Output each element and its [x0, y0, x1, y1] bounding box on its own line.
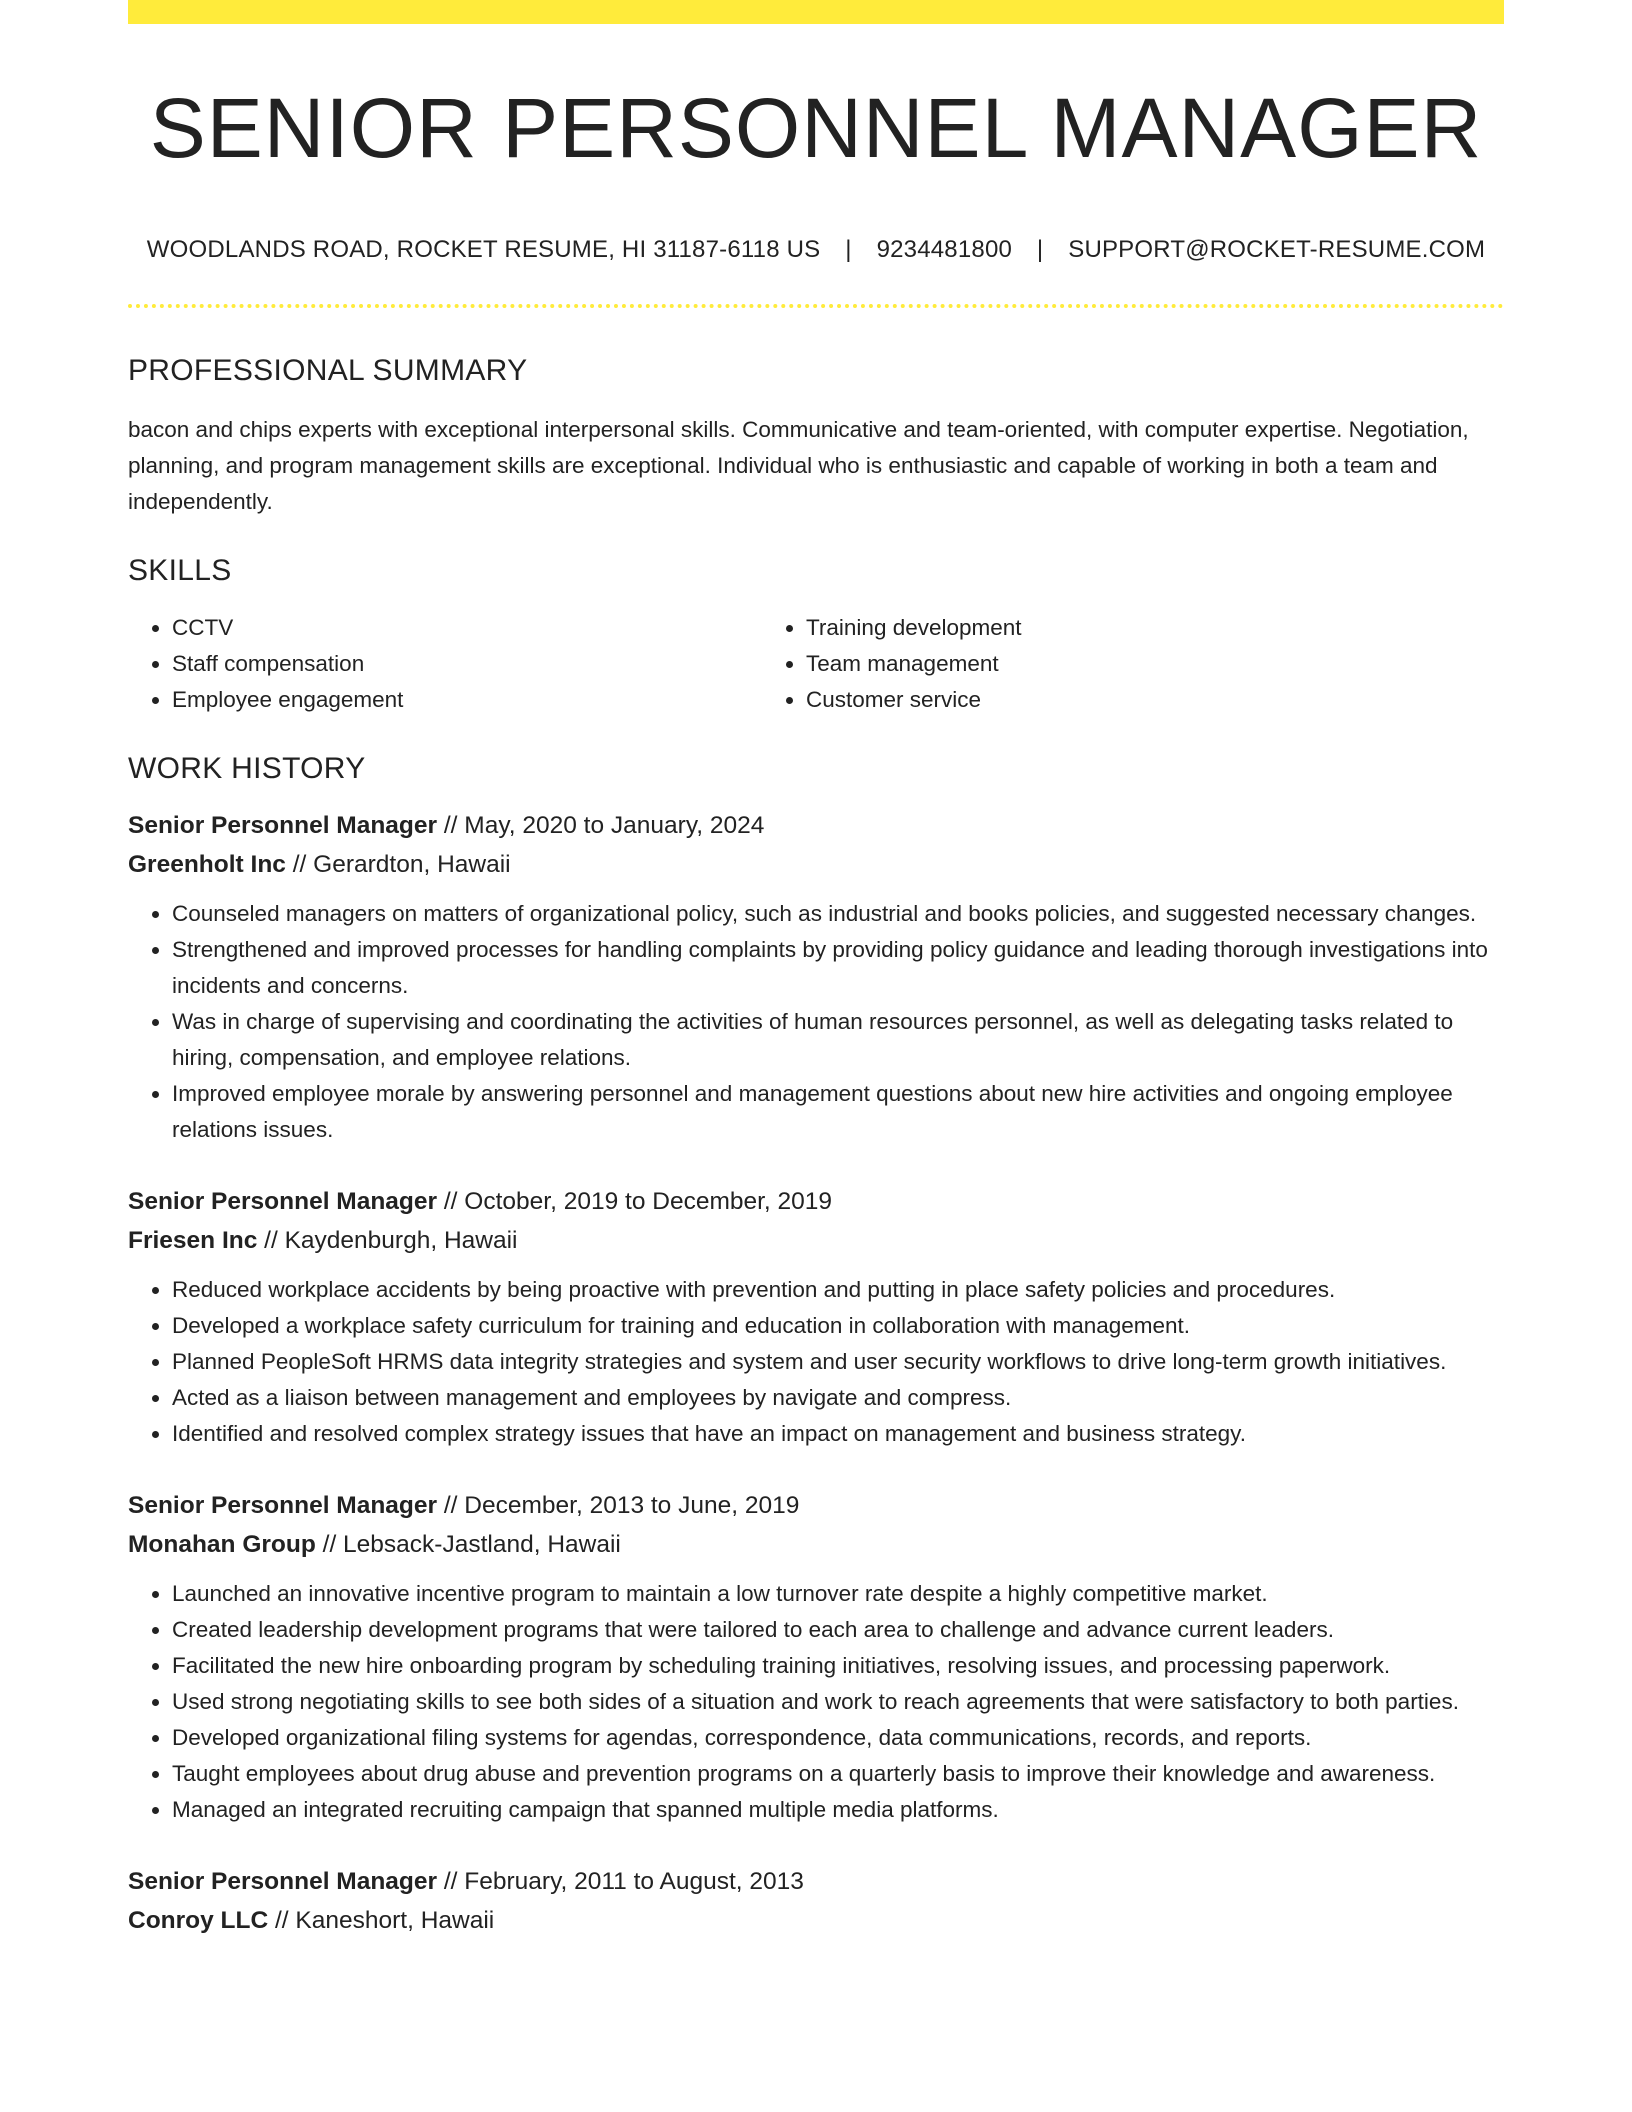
skill-item: • Customer service	[806, 682, 1504, 718]
job-company: Friesen Inc	[128, 1227, 258, 1254]
job-dates: // October, 2019 to December, 2019	[437, 1188, 833, 1215]
job-role: Senior Personnel Manager	[128, 1492, 438, 1519]
skills-list	[128, 610, 1504, 718]
job-bullet: • Taught employees about drug abuse and prevention programs on a quarterly basis to improve their knowledge and awareness.	[172, 1756, 1504, 1792]
job-title-line	[128, 1486, 1504, 1525]
contact-address: WOODLANDS ROAD, ROCKET RESUME, HI 31187-6118 US	[146, 236, 821, 263]
job-entry	[128, 1182, 1504, 1452]
accent-top-bar	[128, 0, 1504, 24]
job-bullet: • Counseled managers on matters of organizational policy, such as industrial and books policies, and suggested necessary changes.	[172, 896, 1504, 932]
skills-column-right	[762, 610, 1504, 718]
job-bullet: • Was in charge of supervising and coordinating the activities of human resources personnel, as well as delegating tasks related to hiring, compensation, and employee relations.	[172, 1004, 1504, 1076]
skill-item: • Team management	[806, 646, 1504, 682]
work-history-heading: WORK HISTORY	[128, 752, 366, 785]
job-title-line	[128, 806, 1504, 845]
skill-item: • Employee engagement	[172, 682, 762, 718]
job-company: Monahan Group	[128, 1531, 316, 1558]
job-dates: // December, 2013 to June, 2019	[437, 1492, 800, 1519]
job-company-line	[128, 1901, 1504, 1940]
dotted-divider	[128, 304, 1504, 308]
job-bullet: • Managed an integrated recruiting campaign that spanned multiple media platforms.	[172, 1792, 1504, 1828]
job-location: // Lebsack-Jastland, Hawaii	[315, 1531, 621, 1558]
job-bullet: • Facilitated the new hire onboarding program by scheduling training initiatives, resolving issues, and processing paperwork.	[172, 1648, 1504, 1684]
job-dates: // May, 2020 to January, 2024	[437, 812, 765, 839]
job-company: Conroy LLC	[128, 1907, 269, 1934]
job-dates: // February, 2011 to August, 2013	[437, 1868, 804, 1895]
skill-item: • CCTV	[172, 610, 762, 646]
job-bullet: • Launched an innovative incentive program to maintain a low turnover rate despite a highly competitive market.	[172, 1576, 1504, 1612]
job-title-line	[128, 1862, 1504, 1901]
job-bullet: • Developed organizational filing systems for agendas, correspondence, data communications, records, and reports.	[172, 1720, 1504, 1756]
contact-separator: |	[1036, 236, 1044, 263]
contact-email[interactable]: SUPPORT@ROCKET-RESUME.COM	[1068, 236, 1486, 263]
job-title-line	[128, 1182, 1504, 1221]
contact-line	[128, 238, 1504, 262]
summary-heading: PROFESSIONAL SUMMARY	[128, 354, 528, 387]
job-location: // Kaydenburgh, Hawaii	[257, 1227, 518, 1254]
job-bullets	[128, 1576, 1504, 1828]
skills-heading: SKILLS	[128, 554, 232, 587]
job-bullet: • Reduced workplace accidents by being proactive with prevention and putting in place safety policies and procedures.	[172, 1272, 1504, 1308]
job-bullet: • Used strong negotiating skills to see both sides of a situation and work to reach agreements that were satisfactory to both parties.	[172, 1684, 1504, 1720]
job-bullet: • Developed a workplace safety curriculum for training and education in collaboration with management.	[172, 1308, 1504, 1344]
job-role: Senior Personnel Manager	[128, 1188, 438, 1215]
job-bullet: • Identified and resolved complex strategy issues that have an impact on management and business strategy.	[172, 1416, 1504, 1452]
contact-phone[interactable]: 9234481800	[876, 236, 1013, 263]
contact-separator: |	[845, 236, 852, 263]
resume-name: SENIOR PERSONNEL MANAGER	[149, 81, 1483, 175]
job-entry	[128, 806, 1504, 1148]
resume-page	[128, 0, 1504, 1940]
job-company-line	[128, 1525, 1504, 1564]
job-company-line	[128, 1221, 1504, 1260]
job-bullets	[128, 1272, 1504, 1452]
job-role: Senior Personnel Manager	[128, 1868, 438, 1895]
job-bullet: • Planned PeopleSoft HRMS data integrity strategies and system and user security workflows to drive long-term growth initiatives.	[172, 1344, 1504, 1380]
skill-item: • Training development	[806, 610, 1504, 646]
job-role: Senior Personnel Manager	[128, 812, 438, 839]
summary-text: bacon and chips experts with exceptional interpersonal skills. Communicative and team-oriented, with computer expertise. Negotiation, planning, and program management skills are exceptional. Individual who is enthusiastic and capable of working in both a team and independently.	[128, 417, 1469, 514]
job-location: // Kaneshort, Hawaii	[268, 1907, 495, 1934]
job-company-line	[128, 845, 1504, 884]
job-bullets	[128, 896, 1504, 1148]
job-bullet: • Strengthened and improved processes for handling complaints by providing policy guidance and leading thorough investigations into incidents and concerns.	[172, 932, 1504, 1004]
job-bullet: • Acted as a liaison between management and employees by navigate and compress.	[172, 1380, 1504, 1416]
job-entry	[128, 1862, 1504, 1940]
job-location: // Gerardton, Hawaii	[285, 851, 511, 878]
skill-item: • Staff compensation	[172, 646, 762, 682]
job-bullet: • Improved employee morale by answering personnel and management questions about new hire activities and ongoing employee relations issues.	[172, 1076, 1504, 1148]
job-bullet: • Created leadership development programs that were tailored to each area to challenge and advance current leaders.	[172, 1612, 1504, 1648]
job-company: Greenholt Inc	[128, 851, 286, 878]
skills-column-left	[128, 610, 762, 718]
job-entry	[128, 1486, 1504, 1828]
